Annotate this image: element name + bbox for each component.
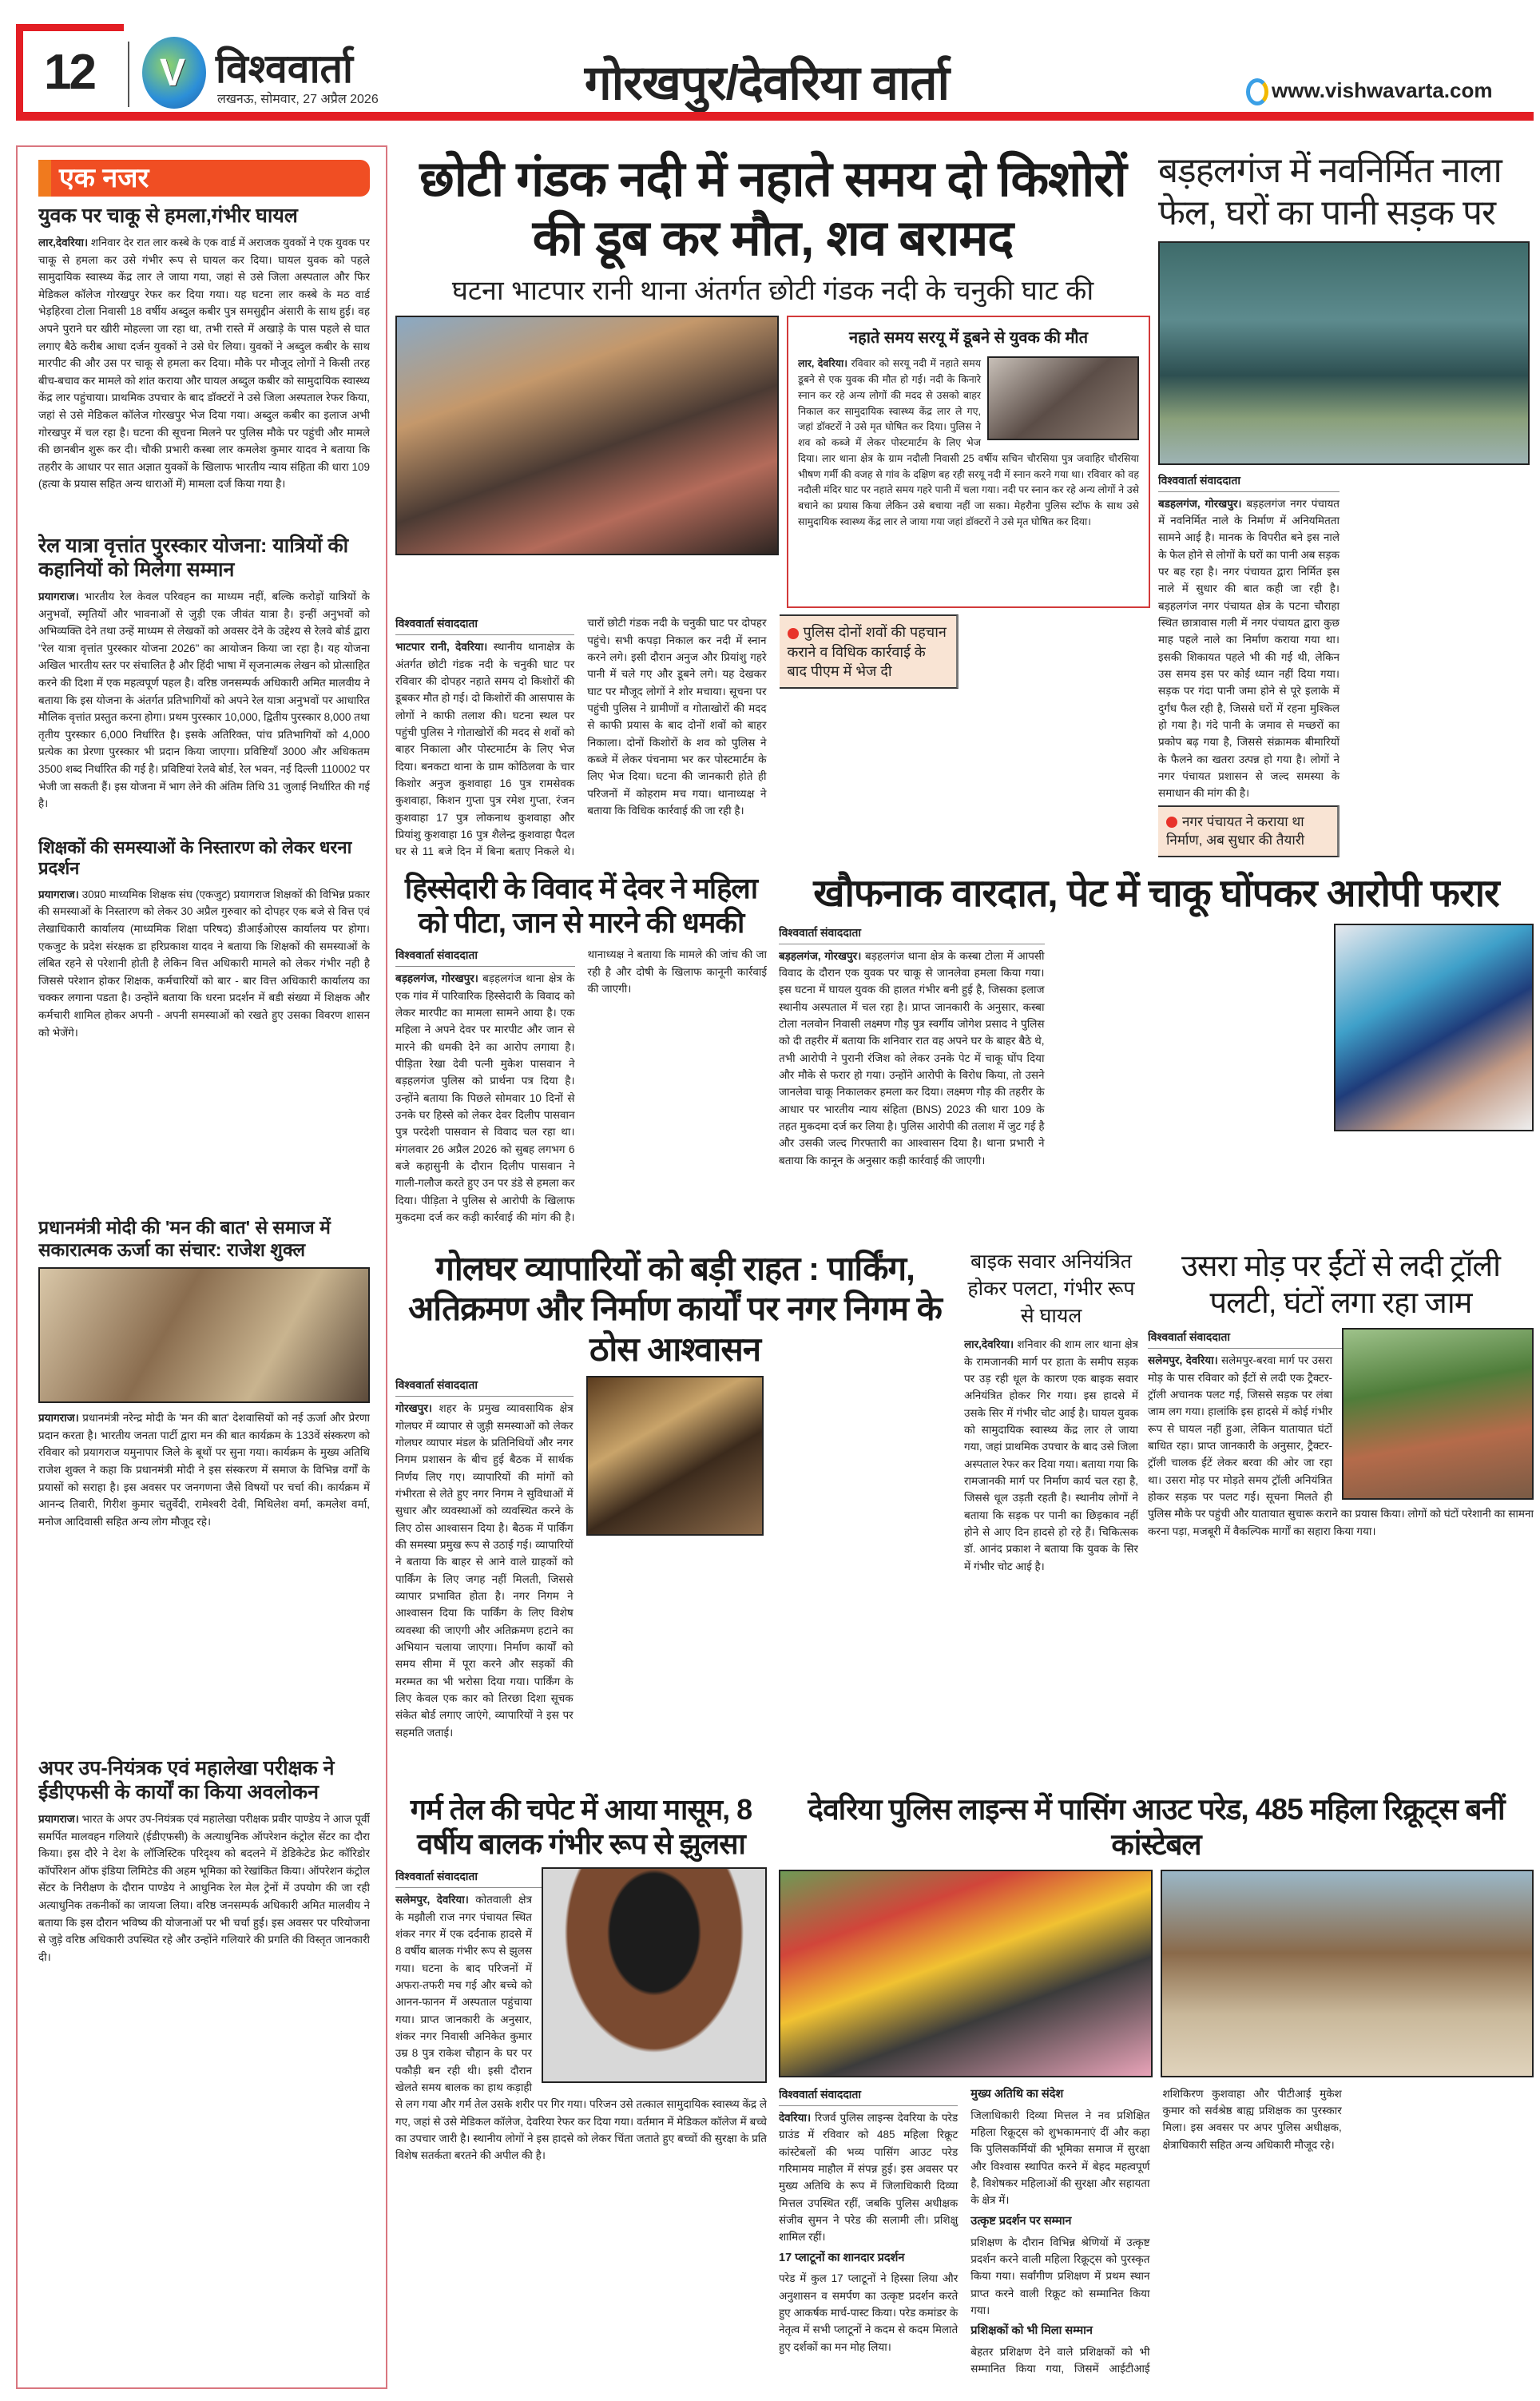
dateline: लार, देवरिया। [798,358,847,370]
waterlogged-street-photo [1158,241,1530,465]
dateline: बड़हलगंज, गोरखपुर। [395,972,478,985]
body-text: प्रधानमंत्री नरेन्द्र मोदी के 'मन की बात' देशवासियों को नई ऊर्जा और प्रेरणा प्रदान करता है। भारतीय जनता पार्टी द्वारा मन की बात कार्यक्रम के 133वें संस्करण को रविवार को प्रयागराज यमुनापार जिले के बूथों पर सुना गया। कार्यक्रम के मुख्य अतिथि राजेश शुक्ल ने कहा कि प्रधानमंत्री मोदी ने इस संस्करण में समाज के विभिन्न वर्गों के प्रयासों को सराहा है। इस अवसर पर जनगणना जैसे विषयों पर चर्चा की। कार्यक्रम में आनन्द तिवारी, गिरीश कुमार चतुर्वेदी, रामेश्वरी देवी, मिथिलेश वर्मा, कमलेश वर्मा, मनोज आदिवासी सहित अन्य लोग मौजूद रहे। [38,1412,370,1528]
hotoil-story [395,1792,767,2391]
ek-nazar-banner: एक नजर [38,160,370,197]
left-story-2-body [38,588,370,831]
hissedari-body [395,946,767,1238]
lead-callout [780,614,959,689]
overturned-trolley-photo [1342,1328,1534,1500]
website-url: www.vishwavarta.com [1272,78,1493,102]
usra-byline: विश्ववार्ता संवाददाता [1148,1328,1534,1349]
header-divider [128,42,129,107]
khaufnak-byline: विश्ववार्ता संवाददाता [779,924,1045,944]
newspaper-brand: विश्ववार्ता [216,46,353,91]
parade-photo-row [779,1870,1534,2077]
callout-text: पुलिस दोनों शवों की पहचान कराने व विधिक कार्रवाई के बाद पीएम में भेज दी [787,624,947,679]
parade-dignitaries-photo [779,1870,1153,2077]
left-story-4-headline: प्रधानमंत्री मोदी की 'मन की बात' से समाज में सकारात्मक ऊर्जा का संचार: राजेश शुक्ल [38,1217,331,1260]
page-number: 12 [44,45,94,100]
khaufnak-headline: खौफनाक वारदात, पेट में चाकू घोंपकर आरोपी फरार [813,873,1499,915]
bike-headline: बाइक सवार अनियंत्रित होकर पलटा, गंभीर रूप से घायल [967,1250,1135,1327]
dateline: गोरखपुर। [395,1402,432,1415]
usra-body-wrap [1148,1328,1534,1782]
parade-march-photo [1161,1870,1534,2077]
body-text: रिजर्व पुलिस लाइन्स देवरिया के परेड ग्राउंड में रविवार को 485 महिला रिक्रूट कांस्टेबलों की भव्य पासिंग आउट परेड गरिमामय माहौल में संपन्न हुई। इस अवसर पर मुख्य अतिथि के रूप में जिलाधिकारी दिव्या मित्तल उपस्थित रहीं, जबकि पुलिस अधीक्षक संजीव सुमन ने परेड की सलामी ली। प्रशिक्षु शामिल रहीं। [779,2111,959,2244]
dateline: सलेमपुर, देवरिया। [1148,1354,1218,1367]
bullet-dot-icon [1166,817,1177,828]
hotoil-byline: विश्ववार्ता संवाददाता [395,1867,767,1888]
left-story-4 [38,1217,370,1750]
parade-subhead-chief-guest: मुख्य अतिथि का संदेश [970,2087,1064,2101]
bike-body [964,1336,1138,1782]
usra-story [1148,1249,1534,1782]
hotoil-body-wrap [395,1867,767,2391]
body-text: बड़हलगंज थाना क्षेत्र के एक गांव में पारिवारिक हिस्सेदारी के विवाद को लेकर मारपीट का मामला सामने आया है। एक महिला ने अपने देवर पर मारपीट और जान से मारने की धमकी देने का आरोप लगाया है। पीड़िता रेखा देवी पत्नी मुकेश पासवान ने बड़हलगंज पुलिस को प्रार्थना पत्र दिया है। उन्होंने बताया कि पिछले सोमवार 10 दिनों से उनके घर हिस्से को लेकर देवर दिलीप पासवान पुत्र परदेशी पासवान से विवाद चल रहा था। मंगलवार 26 अप्रैल 2026 को सुबह लगभग 6 बजे कहासुनी के दौरान दिलीप पासवान ने गाली-गलौज करते हुए उन पर डंडे से हमला कर दिया। पीड़िता ने पुलिस से आरोपी के खिलाफ मुकदमा दर्ज कर कड़ी कार्रवाई की मांग की है। थानाध्यक्ष ने बताया कि मामले की जांच की जा रही है और दोषी के खिलाफ कानूनी कार्रवाई की जाएगी। [395,948,767,1224]
lead-subheadline: घटना भाटपार रानी थाना अंतर्गत छोटी गंडक नदी के चनुकी घाट की [451,275,1094,306]
body-text: भारतीय रेल केवल परिवहन का माध्यम नहीं, बल्कि करोड़ों यात्रियों के अनुभवों, स्मृतियों और भावनाओं से जुड़ी एक जीवंत यात्रा है। इन्हीं अनुभवों को अभिव्यक्ति देने तथा उन्हें माध्यम से लेखकों को अवसर देने के उद्देश्य से रेलवे बोर्ड द्वारा "रेल यात्रा वृत्तांत पुरस्कार योजना 2026" का आयोजन किया जा रहा है। यह योजना अखिल भारतीय स्तर पर संचालित है और हिंदी भाषा में सृजनात्मक लेखन को प्रोत्साहित करने की दिशा में एक महत्वपूर्ण पहल है। वरिष्ठ जनसम्पर्क अधिकारी अमित मालवीय ने बताया कि इस योजना के अंतर्गत प्रतिभागियों को अपने रेल यात्रा अनुभवों पर आधारित मौलिक वृत्तांत प्रस्तुत करना होगा। प्रथम पुरस्कार 10,000, द्वितीय पुरस्कार 8,000 तथा तृतीय पुरस्कार 6,000 निर्धारित है। इसके अतिरिक्त, पांच प्रतिभागियों को 4,000 प्रत्येक का प्रेरणा पुरस्कार भी प्रदान किया जाएगा। प्रविष्टियाँ 3000 और अधिकतम 3500 शब्द निर्धारित की गई है। प्रविष्टियां रेलवे बोर्ड, रेल भवन, नई दिल्ली 110002 पर भेजी जा सकती हैं। इस योजना में भाग लेने की अंतिम तिथि 31 जुलाई निर्धारित की गई है। [38,590,370,810]
dateline: लार,देवरिया। [38,237,89,248]
parade-byline: विश्ववार्ता संवाददाता [779,2085,958,2106]
body-text: स्थानीय थानाक्षेत्र के अंतर्गत छोटी गंडक नदी के चनुकी घाट पर रविवार की दोपहर नहाते समय दो किशोरों की डूबकर मौत हो गई। दो किशोरों की आसपास के लोगों ने काफी तलाश की। घटना स्थल पर पहुंची पुलिस ने गोताखोरों की मदद से शवों को बाहर निकाला और पोस्टमार्टम के लिए भेज दिया। बनकटा थाना के ग्राम कोठिलवा के चार किशोर अनुज कुशवाहा 16 पुत्र रामसेवक कुशवाहा, किशन गुप्ता पुत्र रमेश गुप्ता, रंजन कुशवाहा 17 पुत्र लोकनाथ कुशवाहा और प्रियांशु कुशवाहा 16 पुत्र शैलेन्द्र कुशवाहा पैदल घर से 11 बजे दिन में बिना बताए निकले थे। चारों छोटी गंडक नदी के चनुकी घाट पर दोपहर पहुंचे। सभी कपड़ा निकाल कर नदी में स्नान करने लगे। इसी दौरान अनुज और प्रियांशु गहरे पानी में चले गए और डूबने लगे। यह देखकर घाट पर मौजूद लोगों ने शोर मचाया। सूचना पर पहुंची पुलिस ने ग्रामीणों व गोताखोरों की मदद से काफी प्रयास के बाद दोनों शवों को बाहर निकाला। दोनों किशोरों के शव को पुलिस ने कब्जे में लेकर पंचनामा भर कर पोस्टमार्टम के लिए भेज दिया। घटना की जानकारी होते ही परिजनों में कोहराम मच गया। थानाध्यक्ष ने बताया कि विधिक कार्रवाई की जा रही है। [395,617,767,858]
body-text: परेड में कुल 17 प्लाटूनों ने हिस्सा लिया और अनुशासन व समर्पण का उत्कृष्ट प्रदर्शन करते हुए आकर्षक मार्च-पास्ट किया। परेड कमांडर के नेतृत्व में सभी प्लाटूनों ने कदम से कदम मिलाते हुए दर्शकों का मन मोह लिया। [779,2272,959,2353]
header-red-bar [16,112,1534,121]
body-text: भारत के अपर उप-नियंत्रक एवं महालेखा परीक्षक प्रवीर पाण्डेय ने आज पूर्वी समर्पित मालवहन गलियारे (ईडीएफसी) के अत्याधुनिक ऑपरेशन कंट्रोल सेंटर का दौरा किया। इस दौरे ने देश के लॉजिस्टिक परिदृश्य को बदलने में डेडिकेटेड फ्रेट कॉरिडोर कॉर्पोरेशन ऑफ इंडिया लिमिटेड की अहम भूमिका को रेखांकित किया। ऑपरेशन कंट्रोल सेंटर के निरीक्षण के दौरान पाण्डेय ने आधुनिक रेल मेल ट्रेनों में उपयोग की जा रही अत्याधुनिक तकनीकों का जायजा लिया। वरिष्ठ जनसम्पर्क अधिकारी अमित मालवीय ने बताया कि इस दौरान भविष्य की योजनाओं पर भी चर्चा हुई। इस अवसर पर परियोजना से जुड़े वरिष्ठ अधिकारी उपस्थित रहे और उन्होंने गलियारे की प्रगति की विस्तृत जानकारी दी। [38,1813,370,1963]
dateline: सलेमपुर, देवरिया। [395,1894,469,1906]
left-story-5-body [38,1811,370,2383]
river-crowd-photo [395,316,779,555]
burned-child-photo [542,1867,767,2083]
dateline: प्रयागराज। [38,888,79,900]
body-text: उ0प्र0 माध्यमिक शिक्षक संघ (एकजुट) प्रयागराज शिक्षकों की विभिन्न प्रकार की समस्याओं के निस्तारण को लेकर 30 अप्रैल गुरुवार को दोपहर एक बजे से वित्त एवं लेखाधिकारी कार्यालय (माध्यमिक शिक्षा परिषद) डीआईओएस कार्यालय पर होगा। एकजुट के प्रदेश संरक्षक डा हरिप्रकाश यादव ने बताया कि शिक्षकों की समस्याओं के लंबित रहने से परेशानी होती है लेकिन वित्त अधिकारी मामले को लेकर गंभीर नही है जिससे परेशान होकर शिक्षक, कर्मचारियों को बार - बार वित्त अधिकारी कार्यालय का चक्कर लगाना पडता है। उन्होंने बताया कि धरना प्रदर्शन में बडी संख्या में शिक्षक और कर्मचारी शामिल होकर अपनी - अपनी समस्याओं को रखते हुए उसका विवरण शासन को भेजेंगे। [38,888,370,1039]
body-text: बेहतर प्रशिक्षण देने वाले प्रशिक्षकों को भी सम्मानित किया गया, जिसमें आईटीआई शशिकिरण कुशवाहा और पीटीआई मुकेश कुमार को सर्वश्रेष्ठ बाह्य प्रशिक्षक का पुरस्कार मिला। इस अवसर पर अपर पुलिस अधीक्षक, क्षेत्राधिकारी सहित अन्य अधिकारी मौजूद रहे। [970,2087,1342,2375]
usra-headline: उसरा मोड़ पर ईंटों से लदी ट्रॉली पलटी, घंटों लगा रहा जाम [1181,1250,1500,1320]
bike-story [964,1249,1138,1782]
saryu-headline: नहाते समय सरयू में डूबने से युवक की मौत [849,329,1088,348]
body-text: रविवार को सरयू नदी में नहाते समय डूबने से एक युवक की मौत हो गई। नदी के किनारे स्नान कर रहे अन्य लोगों की मदद से उसको बाहर निकाल कर सामुदायिक स्वास्थ्य केंद्र लार ले गए, जहां डॉक्टरों ने उसे मृत घोषित कर दिया। पुलिस ने शव को कब्जे में लेकर पोस्टमार्टम के लिए भेज दिया। लार थाना क्षेत्र के ग्राम नदौली निवासी 25 वर्षीय सचिन चौरसिया पुत्र जवाहिर चौरसिया भीषण गर्मी की वजह से गांव के दक्षिण बह रही सरयू नदी में स्नान करने गया था। रविवार को वह नदौली मंदिर घाट पर नहाते समय गहरे पानी में चला गया। नदी पर स्नान कर रहे अन्य लोगों ने उसे बचाने का प्रयास किया लेकिन उसे बचाया नहीं जा सका। मेहरौना पुलिस स्टॉफ के साथ उसे सामुदायिक स्वास्थ्य केंद्र लार ले जाया गया जहां डॉक्टरों ने उसे मृत घोषित कर दिया। [798,358,1139,527]
lead-body [395,614,1150,863]
left-story-3-headline: शिक्षकों की समस्याओं के निस्तारण को लेकर धरना प्रदर्शन [38,837,352,879]
golghar-meeting-photo [586,1376,764,1536]
body-text: प्रशिक्षण के दौरान विभिन्न श्रेणियों में उत्कृष्ट प्रदर्शन करने वाली महिला रिक्रूट्स को पुरस्कृत किया गया। सर्वांगीण प्रशिक्षण में प्रथम स्थान प्राप्त करने वाली रिक्रूट को सम्मानित किया गया। [970,2236,1150,2316]
left-story-1 [38,204,370,527]
golghar-story [395,1249,955,1782]
body-text: शनिवार की शाम लार थाना क्षेत्र के रामजानकी मार्ग पर हाता के समीप सड़क पर उड़ रही धूल के कारण एक बाइक सवार अनियंत्रित होकर गिर गया। इस हादसे में उसके सिर में गंभीर चोट आई है। घायल युवक को सामुदायिक स्वास्थ्य केंद्र लार ले जाया गया, जहां प्राथमिक उपचार के बाद उसे जिला अस्पताल रेफर कर दिया गया। बताया गया कि रामजानकी मार्ग पर निर्माण कार्य चल रहा है, जिससे धूल उड़ती रहती है। स्थानीय लोगों ने बताया कि सड़क पर पानी का छिड़काव नहीं होने से आए दिन हादसे हो रहे हैं। चिकित्सक डॉ. आनंद प्रकाश ने बताया कि युवक के सिर में गंभीर चोट आई है। [964,1338,1138,1572]
dateline: प्रयागराज। [38,1412,79,1425]
left-story-2 [38,534,370,831]
newspaper-logo-icon: V [142,37,206,109]
saryu-body [798,356,1139,600]
left-story-3-body [38,886,370,1210]
body-text: जिलाधिकारी दिव्या मित्तल ने नव प्रशिक्षित महिला रिक्रूट्स को शुभकामनाएं दीं और कहा कि पुलिसकर्मियों की भूमिका समाज में सुरक्षा और विश्वास स्थापित करने में बेहद महत्वपूर्ण है, विशेषकर महिलाओं की सुरक्षा और सहायता के क्षेत्र में। [970,2109,1150,2207]
lead-headline: छोटी गंडक नदी में नहाते समय दो किशोरों की डूब कर मौत, शव बरामद [419,152,1126,267]
left-story-1-body [38,234,370,527]
dateline: लार,देवरिया। [964,1338,1014,1351]
parade-story [779,1792,1534,2391]
left-story-5 [38,1756,370,2383]
header-accent-top [16,24,124,31]
hissedari-story [395,871,767,1238]
dateline: प्रयागराज। [38,590,79,602]
nala-headline: बड़हलगंज में नवनिर्मित नाला फेल, घरों का पानी सड़क पर [1158,151,1502,233]
dateline: देवरिया। [779,2111,812,2124]
nala-body [1158,471,1534,863]
golghar-headline: गोलघर व्यापारियों को बड़ी राहत : पार्किंग, अतिक्रमण और निर्माण कार्यों पर नगर निगम के ठोस आश्वासन [408,1250,942,1368]
nala-callout [1158,805,1340,858]
dateline: भाटपार रानी, देवरिया। [395,641,488,654]
parade-subhead-trainers: प्रशिक्षकों को भी मिला सम्मान [970,2324,1093,2338]
hissedari-byline: विश्ववार्ता संवाददाता [395,946,575,967]
left-story-1-headline: युवक पर चाकू से हमला,गंभीर घायल [38,205,298,227]
section-title: गोरखपुर/देवरिया वार्ता [584,56,950,109]
lead-media-row [395,316,1150,608]
khaufnak-body [779,924,1323,1238]
parade-headline: देवरिया पुलिस लाइन्स में पासिंग आउट परेड, 485 महिला रिक्रूट्स बनीं कांस्टेबल [808,1793,1505,1862]
left-story-5-headline: अपर उप-नियंत्रक एवं महालेखा परीक्षक ने ईडीएफसी के कार्यों का किया अवलोकन [38,1757,335,1803]
hissedari-headline: हिस्सेदारी के विवाद में देवर ने महिला को पीटा, जान से मारने की धमकी [404,872,758,940]
golghar-byline: विश्ववार्ता संवाददाता [395,1376,574,1397]
dateline: प्रयागराज। [38,1813,79,1825]
body-text: शहर के प्रमुख व्यावसायिक क्षेत्र गोलघर में व्यापार से जुड़ी समस्याओं को लेकर गोलघर व्यापार मंडल के प्रतिनिधियों और नगर निगम प्रशासन के बीच हुई बैठक में सार्थक निर्णय लिए गए। व्यापारियों की मांगों को गंभीरता से लेते हुए नगर निगम ने सुविधाओं में सुधार और व्यवस्थाओं को व्यवस्थित करने के लिए ठोस आश्वासन दिया है। बैठक में पार्किंग की समस्या प्रमुख रूप से उठाई गई। व्यापारियों ने बताया कि बाहर से आने वाले ग्राहकों को पार्किंग के लिए जगह नहीं मिलती, जिससे व्यापार प्रभावित होता है। नगर निगम ने आश्वासन दिया कि पार्किंग के लिए विशेष व्यवस्था की जाएगी और अतिक्रमण हटाने का अभियान चलाया जाएगा। निर्माण कार्यों को समय सीमा में पूरा करने और सड़कों की मरम्मत का भी भरोसा दिया गया। पार्किंग के लिए केवल एक कार को तिरछा दिशा सूचक संकेत बोर्ड लगाए जाएंगे, व्यापारियों ने इस पर सहमति जताई। [395,1402,574,1739]
nala-byline: विश्ववार्ता संवाददाता [1158,471,1340,492]
bullet-dot-icon [788,628,799,639]
left-story-3 [38,837,370,1210]
parade-body [779,2085,1534,2391]
nala-story [1158,150,1534,863]
edition-dateline: लखनऊ, सोमवार, 27 अप्रैल 2026 [217,93,379,106]
header-accent-left [16,24,23,116]
mann-ki-baat-photo [38,1267,370,1403]
injured-man-hospital-photo [1334,924,1534,1131]
hotoil-headline: गर्म तेल की चपेट में आया मासूम, 8 वर्षीय बालक गंभीर रूप से झुलसा [410,1793,752,1861]
browser-e-icon [1246,78,1268,105]
left-story-2-headline: रेल यात्रा वृत्तांत पुरस्कार योजना: यात्रियों की कहानियों को मिलेगा सम्मान [38,535,349,581]
khaufnak-content [779,924,1534,1238]
parade-subhead-honours: उत्कृष्ट प्रदर्शन पर सम्मान [970,2214,1072,2228]
website-link[interactable] [1246,78,1492,105]
saryu-photo [987,356,1139,440]
dateline: बडहलगंज, गोरखपुर। [1158,497,1242,510]
khaufnak-story [779,871,1534,1238]
saryu-story-box [787,316,1150,608]
parade-subhead-platoons: 17 प्लाटूनों का शानदार प्रदर्शन [779,2251,905,2264]
lead-byline: विश्ववार्ता संवाददाता [395,614,574,635]
callout-text: नगर पंचायत ने कराया था निर्माण, अब सुधार की तैयारी [1166,813,1305,848]
body-text: सलेमपुर-बरवा मार्ग पर उसरा मोड़ के पास रविवार को ईंटों से लदी एक ट्रैक्टर-ट्रॉली अचानक पलट गई, जिससे सड़क पर लंबा जाम लग गया। हालांकि इस हादसे में कोई गंभीर रूप से घायल नहीं हुआ, लेकिन यातायात घंटों बाधित रहा। प्राप्त जानकारी के अनुसार, ट्रैक्टर-ट्रॉली चालक ईंटें लेकर बरवा की ओर जा रहा था। उसरा मोड़ पर मोड़ते समय ट्रॉली अनियंत्रित होकर सड़क पर पलट गई। सूचना मिलते ही पुलिस मौके पर पहुंची और यातायात सुचारू कराने का प्रयास किया। लोगों को घंटों परेशानी का सामना करना पड़ा, मजबूरी में वैकल्पिक मार्गों का सहारा किया गया। [1148,1354,1534,1537]
body-text: शनिवार देर रात लार कस्बे के एक वार्ड में अराजक युवकों ने एक युवक पर चाकू से हमला कर उसे गंभीर रूप से घायल कर दिया। घायल युवक को पहले सामुदायिक स्वास्थ्य केंद्र लार ले जाया गया, जहां से उसे जिला अस्पताल और फिर मेडिकल कॉलेज गोरखपुर रेफर कर दिया गया। यह घटना लार कस्बे के मठ वार्ड भेड़हिरवा टोला निवासी 18 वर्षीय अब्दुल कबीर पुत्र समसुद्दीन अंसारी के साथ हुई। वह अपने पुराने घर खीरी मोहल्ला जा रहा था, तभी रास्ते में अखाड़े के पास पहले से घात लगाए बैठे करीब आधा दर्जन युवकों ने उसे घेर लिया। युवकों ने अब्दुल कबीर के साथ मारपीट की और उस पर चाकू से हमला कर दिया। मौके पर मौजूद लोगों ने किसी तरह बीच-बचाव कर मामले को शांत कराया और घायल अब्दुल कबीर को सामुदायिक स्वास्थ्य केंद्र लार पहुंचाया। प्राथमिक उपचार के बाद डॉक्टरों ने उसे जिला अस्पताल रेफर किया, जहां से उसे मेडिकल कॉलेज गोरखपुर भेज दिया गया। अब्दुल कबीर का इलाज अभी गोरखपुर में चल रहा है। घटना की सूचना मिलने पर पुलिस मौके पर पहुंची और मामले की छानबीन शुरू कर दी। चौकी प्रभारी कस्बा लार कमलेश कुमार यादव ने बताया कि तहरीर के आधार पर सात अज्ञात युवकों के खिलाफ भारतीय न्याय संहिता की धारा 109 (हत्या के प्रयास सहित अन्य धाराओं में) मामला दर्ज किया गया है। [38,237,370,491]
left-story-4-body [38,1409,370,1750]
body-text: बड़हलगंज थाना क्षेत्र के कस्बा टोला में आपसी विवाद के दौरान एक युवक पर चाकू से जानलेवा हमला किया गया। इस घटना में घायल युवक की हालत गंभीर बनी हुई है, जिसका इलाज स्थानीय अस्पताल में चल रहा है। प्राप्त जानकारी के अनुसार, कस्बा टोला नलवोन निवासी लक्ष्मण गौड़ पुत्र स्वर्गीय जोगेश प्रसाद ने पुलिस को दी तहरीर में बताया कि शनिवार रात वह अपने घर के बाहर बैठे थे, तभी आरोपी ने पुरानी रंजिश को लेकर उनके पेट में चाकू घोंप दिया और मौके से फरार हो गया। उन्होंने आरोपी के विरोध किया, तो उसने जानलेवा चाकू निकालकर हमला कर दिया। लक्ष्मण गौड़ की तहरीर के आधार पर भारतीय न्याय संहिता (BNS) 2023 की धारा 109 के तहत मुकदमा दर्ज कर लिया है। पुलिस आरोपी की तलाश में जुट गई है और उसकी जल्द गिरफ्तारी का आश्वासन दिया है। थाना प्रभारी ने बताया कि कानून के अनुसार कड़ी कार्रवाई की जाएगी। [779,949,1045,1167]
dateline: बड़हलगंज, गोरखपुर। [779,949,862,962]
lead-story [395,150,1150,863]
body-text: कोतवाली क्षेत्र के मझौली राज नगर पंचायत स्थित शंकर नगर में एक दर्दनाक हादसे में 8 वर्षीय बालक गंभीर रूप से झुलस गया। घटना के बाद परिजनों में अफरा-तफरी मच गई और बच्चे को आनन-फानन में अस्पताल पहुंचाया गया। प्राप्त जानकारी के अनुसार, शंकर नगर निवासी अनिकेत कुमार उम्र 8 पुत्र राकेश चौहान के घर पर पकौड़ी बन रही थी। इसी दौरान खेलते समय बालक का हाथ कड़ाही से लग गया और गर्म तेल उसके शरीर पर गिर गया। परिजन उसे तत्काल सामुदायिक स्वास्थ्य केंद्र ले गए, जहां से उसे मेडिकल कॉलेज, देवरिया रेफर कर दिया गया। वर्तमान में मेडिकल कॉलेज में बच्चे का उपचार जारी है। स्थानीय लोगों ने इस हादसे को लेकर चिंता जताते हुए बच्चों की सुरक्षा के प्रति विशेष सतर्कता बरतने की अपील की है। [395,1894,767,2162]
golghar-body [395,1376,955,1782]
body-text: बड़हलगंज नगर पंचायत में नवनिर्मित नाले के निर्माण में अनियमितता सामने आई है। मानक के विपरीत बने इस नाले के फेल होने से लोगों के घरों का पानी अब सड़क पर बह रहा है। नगर पंचायत द्वारा निर्मित इस नाले में सुधार की बात कही जा रही है। बड़हलगंज नगर पंचायत क्षेत्र के पटना चौराहा स्थित छात्रावास गली में नगर पंचायत द्वारा कुछ माह पहले नाले का निर्माण कराया गया था। इसकी शिकायत पहले भी की गई थी, लेकिन उस समय इस पर कोई ध्यान नहीं दिया गया। सड़क पर गंदा पानी जमा होने से पूरे इलाके में दुर्गंध फैल रही है, जिससे घरों में रहना मुश्किल हो गया है। गंदे पानी के जमाव से मच्छरों का प्रकोप बढ़ गया है, जिससे संक्रामक बीमारियों के फैलने का खतरा उत्पन्न हो गया है। लोगों ने नगर पंचायत प्रशासन से जल्द समस्या के समाधान की मांग की है। [1158,497,1340,800]
